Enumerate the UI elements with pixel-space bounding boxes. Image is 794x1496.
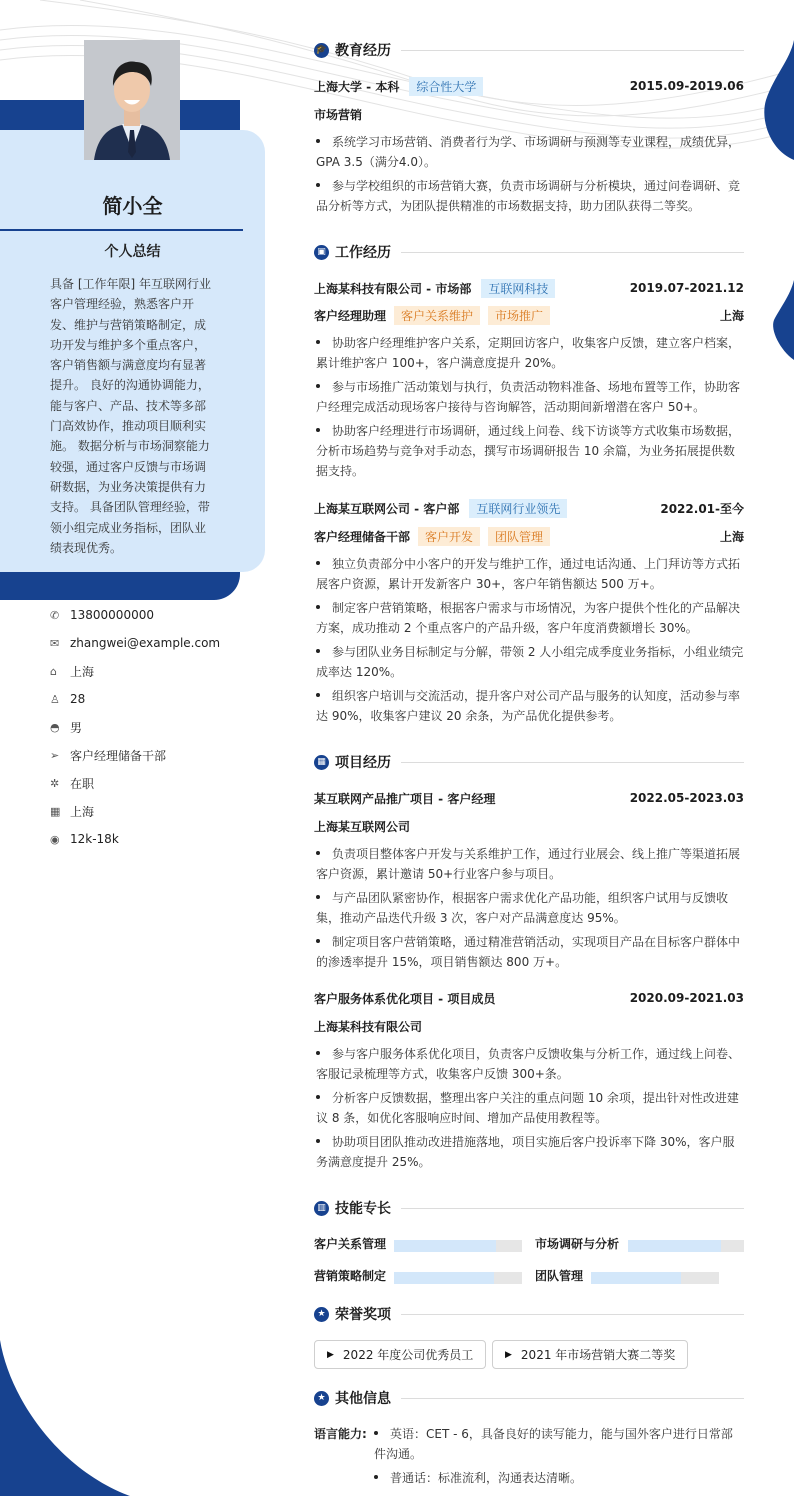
bullet-dot [374, 1431, 378, 1435]
award-item [492, 1340, 688, 1369]
contact-value: 28 [70, 692, 86, 706]
section-divider [401, 1208, 744, 1209]
section-title: 技能专长 [335, 1201, 391, 1217]
section-divider [401, 50, 744, 51]
contact-item [50, 769, 260, 797]
section-skills-header [314, 1198, 744, 1218]
list-item: 独立负责部分中小客户的开发与维护工作，通过电话沟通、上门拜访等方式拓展客户资源，累计开发新客户 30+，客户年销售额达 500 万+。 [316, 557, 741, 591]
contact-item [50, 741, 260, 769]
list-item: 参与市场推广活动策划与执行，负责活动物料准备、场地布置等工作，协助客户经理完成活动现场客户接待与咨询解答，活动期间新增潜在客户 50+。 [316, 380, 741, 414]
list-item: 参与团队业务目标制定与分解，带领 2 人小组完成季度业务指标，小组业绩完成率达 120%。 [316, 645, 744, 679]
education-date: 2015.09-2019.06 [629, 79, 744, 93]
project-org-row [314, 1017, 744, 1035]
project-date: 2020.09-2021.03 [629, 991, 744, 1005]
summary-text: 具备 [工作年限] 年互联网行业客户管理经验，熟悉客户开发、维护与营销策略制定，成功开发与维护多个重点客户，客户销售额与满意度均有显著提升。 良好的沟通协调能力，能与客户、产品、技术等多部门高效协作，推动项目顺利实施。 数据分析与市场洞察能力较强，通过客户反馈与市场调研数据，为业务决策提供有力支持。 具备团队管理经验，带领小组完成业务指标，团队业绩表现优秀。 [50, 277, 211, 555]
language-bullets [372, 1424, 744, 1492]
education-major-row [314, 105, 744, 123]
award-label: 2021 年市场营销大赛二等奖 [520, 1348, 676, 1362]
skill-row [314, 1235, 744, 1253]
list-item: 协助客户经理维护客户关系，定期回访客户，收集客户反馈，建立客户档案，累计维护客户 100+，客户满意度提升 20%。 [316, 336, 741, 370]
bullet-dot [316, 895, 320, 899]
award-icon: ★ [314, 1307, 329, 1322]
contact-value: 13800000000 [70, 608, 154, 622]
phone-icon: ✆ [50, 608, 60, 622]
section-awards-header [314, 1304, 744, 1324]
corner-decoration-right-mid [760, 280, 794, 360]
contact-item [50, 601, 260, 629]
status-icon: ✲ [50, 776, 60, 790]
skill-fill [394, 1272, 494, 1284]
job-bullets [314, 333, 744, 485]
list-item: 系统学习市场营销、消费者行为学、市场调研与预测等专业课程，成绩优异，GPA 3.5（满分4.0）。 [316, 135, 741, 169]
job-date: 2022.01-至今 [660, 501, 744, 516]
contact-value: 12k-18k [70, 832, 119, 846]
project-name: 客户服务体系优化项目 - 项目成员 [314, 991, 496, 1006]
section-title: 工作经历 [335, 245, 391, 261]
list-item: 英语：CET - 6，具备良好的读写能力，能与国外客户进行日常部件沟通。 [374, 1427, 733, 1461]
project-header-row [314, 789, 744, 807]
contact-value: zhangwei@example.com [70, 636, 221, 650]
contact-value: 在职 [70, 776, 95, 791]
job-position-row [314, 527, 744, 545]
section-title: 其他信息 [335, 1391, 391, 1407]
skill-name: 客户关系管理 [314, 1237, 387, 1251]
award-label: 2022 年度公司优秀员工 [342, 1348, 474, 1362]
company-tag: 互联网科技 [481, 279, 555, 298]
contact-value: 客户经理储备干部 [70, 748, 167, 763]
skill-bar [628, 1240, 744, 1252]
position-name: 客户经理助理 [314, 308, 387, 323]
section-education-header [314, 40, 744, 60]
age-icon: ♙ [50, 692, 60, 706]
bullet-dot [374, 1475, 378, 1479]
section-title: 项目经历 [335, 755, 391, 771]
position-tag: 客户关系维护 [394, 306, 480, 325]
list-item: 组织客户培训与交流活动，提升客户对公司产品与服务的认知度，活动参与率达 90%，收集客户建议 20 余条，为产品优化提供参考。 [316, 689, 741, 723]
project-org-row [314, 817, 744, 835]
company-name: 上海某科技有限公司 - 市场部 [314, 281, 472, 296]
project-org: 上海某互联网公司 [314, 819, 411, 834]
salary-icon: ◉ [50, 832, 60, 846]
project-bullets [314, 1044, 744, 1176]
summary-title: 个人总结 [104, 244, 161, 260]
skill-name: 营销策略制定 [314, 1269, 387, 1283]
section-other-header [314, 1388, 744, 1408]
job-date: 2019.07-2021.12 [629, 281, 744, 295]
list-item: 分析客户反馈数据，整理出客户关注的重点问题 10 余项，提出针对性改进建议 8 条，如优化客服响应时间、增加产品使用教程等。 [316, 1091, 739, 1125]
gender-icon: ◓ [50, 720, 60, 734]
bullet-dot [316, 649, 320, 653]
chart-icon: ▥ [314, 1201, 329, 1216]
position-tag: 客户开发 [418, 527, 480, 546]
section-divider [401, 1314, 744, 1315]
project-header-row [314, 989, 744, 1007]
contact-item [50, 797, 260, 825]
candidate-name: 简小全 [102, 194, 163, 218]
bullet-dot [316, 693, 320, 697]
home-icon: ⌂ [50, 664, 57, 678]
skill-fill [628, 1240, 721, 1252]
bullet-dot [316, 183, 320, 187]
section-title: 教育经历 [335, 43, 391, 59]
contact-item [50, 713, 260, 741]
skill-name: 市场调研与分析 [535, 1237, 620, 1251]
bullet-dot [316, 939, 320, 943]
contact-list [50, 601, 260, 853]
job-bullets [314, 554, 744, 730]
briefcase-icon: ▣ [314, 245, 329, 260]
skill-row [314, 1267, 744, 1285]
contact-value: 上海 [70, 664, 95, 679]
list-item: 参与学校组织的市场营销大赛，负责市场调研与分析模块，通过问卷调研、竞品分析等方式，为团队提供精准的市场数据支持，助力团队获得二等奖。 [316, 179, 741, 213]
corner-decoration-right-top [740, 40, 794, 160]
job-header-row [314, 279, 744, 297]
education-bullets [314, 132, 744, 220]
section-projects-header [314, 752, 744, 772]
list-item: 负责项目整体客户开发与关系维护工作，通过行业展会、线上推广等渠道拓展客户资源，累计邀请 50+行业客户参与项目。 [316, 847, 741, 881]
skill-bar [394, 1240, 522, 1252]
school-name: 上海大学 - 本科 [314, 79, 400, 94]
name-divider [0, 229, 243, 231]
skill-fill [591, 1272, 681, 1284]
position-name: 客户经理储备干部 [314, 529, 411, 544]
company-tag: 互联网行业领先 [469, 499, 567, 518]
play-icon: ▶ [505, 1349, 512, 1360]
bullet-dot [316, 561, 320, 565]
skill-bar [591, 1272, 719, 1284]
section-divider [401, 762, 744, 763]
section-title: 荣誉奖项 [335, 1307, 391, 1323]
job-city: 上海 [719, 308, 744, 323]
contact-item [50, 629, 260, 657]
play-icon: ▶ [327, 1349, 334, 1360]
bullet-dot [316, 428, 320, 432]
bullet-dot [316, 1139, 320, 1143]
project-name: 某互联网产品推广项目 - 客户经理 [314, 791, 496, 806]
corner-decoration-left-bottom [0, 1340, 130, 1496]
send-icon: ➢ [50, 748, 60, 762]
bullet-dot [316, 605, 320, 609]
bullet-dot [316, 384, 320, 388]
bullet-dot [316, 340, 320, 344]
section-work-header [314, 242, 744, 262]
job-city: 上海 [719, 529, 744, 544]
award-item [314, 1340, 486, 1369]
city-icon: ▦ [50, 804, 61, 818]
section-divider [401, 252, 744, 253]
skill-name: 团队管理 [535, 1269, 584, 1283]
company-name: 上海某互联网公司 - 客户部 [314, 501, 460, 516]
skill-fill [394, 1240, 496, 1252]
project-icon: ▦ [314, 755, 329, 770]
position-tag: 团队管理 [488, 527, 550, 546]
portrait-image [84, 40, 180, 160]
job-header-row [314, 499, 744, 517]
contact-item [50, 685, 260, 713]
education-header-row [314, 77, 744, 95]
major-name: 市场营销 [314, 107, 363, 122]
contact-item [50, 825, 260, 853]
school-tag: 综合性大学 [409, 77, 483, 96]
list-item: 制定客户营销策略，根据客户需求与市场情况，为客户提供个性化的产品解决方案，成功推动 2 个重点客户的产品升级，客户年度消费额增长 30%。 [316, 601, 741, 635]
bullet-dot [316, 139, 320, 143]
job-position-row [314, 306, 744, 324]
position-tag: 市场推广 [488, 306, 550, 325]
bullet-dot [316, 851, 320, 855]
list-item: 协助客户经理进行市场调研，通过线上问卷、线下访谈等方式收集市场数据，分析市场趋势与竞争对手动态，撰写市场调研报告 10 余篇，为业务拓展提供数据支持。 [316, 424, 741, 478]
contact-value: 上海 [70, 804, 95, 819]
section-divider [401, 1398, 744, 1399]
project-org: 上海某科技有限公司 [314, 1019, 423, 1034]
list-item: 协助项目团队推动改进措施落地，项目实施后客户投诉率下降 30%，客户服务满意度提升 25%。 [316, 1135, 735, 1169]
mail-icon: ✉ [50, 636, 60, 650]
language-label: 语言能力: [314, 1427, 367, 1441]
project-date: 2022.05-2023.03 [629, 791, 744, 805]
contact-item [50, 657, 260, 685]
bullet-dot [316, 1051, 320, 1055]
education-icon: 🎓 [314, 43, 329, 58]
avatar [84, 40, 180, 160]
skill-bar [394, 1272, 522, 1284]
list-item: 与产品团队紧密协作，根据客户需求优化产品功能，组织客户试用与反馈收集，推动产品迭代升级 3 次，客户对产品满意度达 95%。 [316, 891, 729, 925]
project-bullets [314, 844, 744, 976]
list-item: 普通话：标准流利，沟通表达清晰。 [372, 1468, 744, 1488]
list-item: 参与客户服务体系优化项目，负责客户反馈收集与分析工作，通过线上问卷、客服记录梳理等方式，收集客户反馈 300+条。 [316, 1047, 741, 1081]
bullet-dot [316, 1095, 320, 1099]
info-icon: ★ [314, 1391, 329, 1406]
contact-value: 男 [70, 720, 83, 735]
list-item: 制定项目客户营销策略，通过精准营销活动，实现项目产品在目标客户群体中的渗透率提升 15%，项目销售额达 800 万+。 [316, 935, 741, 969]
